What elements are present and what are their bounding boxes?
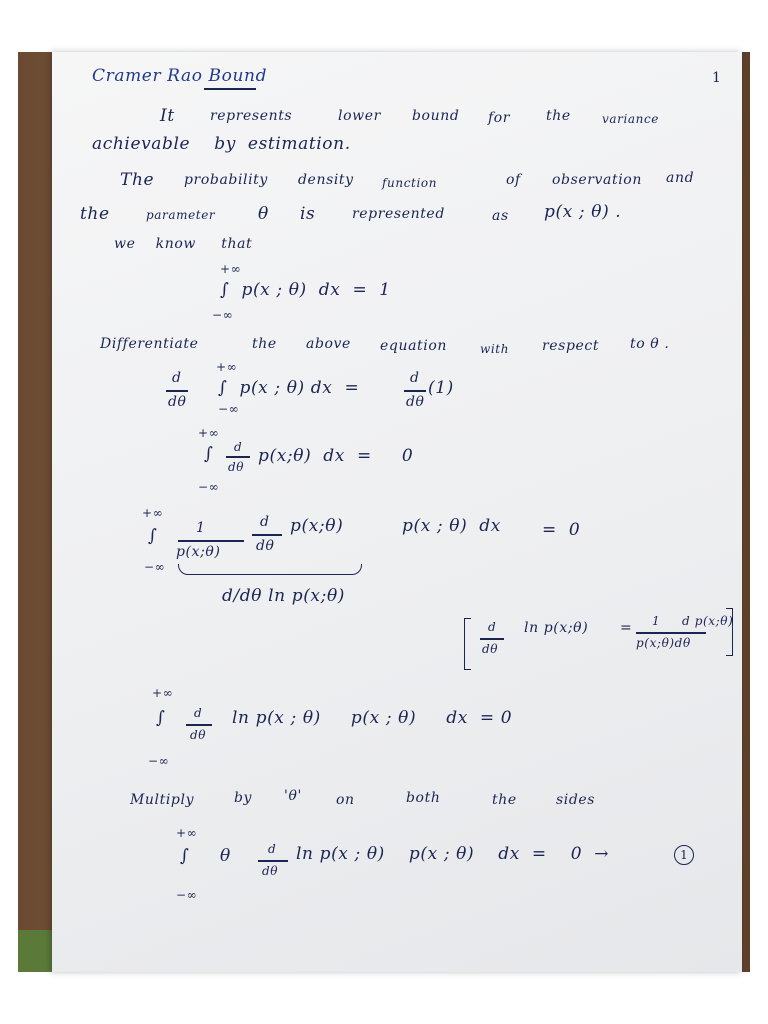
intro-line-2: achievable by estimation.	[92, 134, 351, 154]
step-word: sides	[556, 792, 596, 808]
step-word: both	[406, 790, 441, 806]
integral-lower-limit: −∞	[148, 754, 170, 768]
intro-word: density	[298, 172, 354, 188]
derivative-numerator: d	[268, 842, 277, 856]
step-word: the	[492, 792, 517, 808]
derivative-numerator: d	[234, 440, 243, 454]
notebook-page	[52, 52, 742, 972]
intro-word: The	[120, 170, 155, 190]
intro-word: is	[300, 204, 316, 224]
step-word: Multiply	[130, 792, 195, 808]
integral-upper-limit: +∞	[198, 426, 220, 440]
page-title: Cramer Rao Bound	[92, 66, 268, 86]
note-log-term: ln p(x;θ)	[524, 620, 589, 636]
intro-word: variance	[602, 112, 660, 126]
integral-sign: ∫	[180, 846, 190, 866]
integral-sign: ∫	[156, 708, 166, 728]
step-word: respect	[542, 338, 600, 354]
intro-word: It	[160, 106, 175, 126]
derivative-numerator: d	[260, 514, 270, 530]
fraction-numerator: 1	[196, 520, 206, 536]
integral-lower-limit: −∞	[198, 480, 220, 494]
intro-word: parameter	[146, 208, 216, 222]
integral-upper-limit: +∞	[216, 360, 238, 374]
intro-word: lower	[338, 108, 381, 124]
term-density-dx: p(x ; θ) dx	[402, 516, 501, 536]
intro-word: represented	[352, 206, 445, 222]
intro-word: for	[488, 110, 511, 126]
step-word: to θ .	[630, 336, 670, 352]
integral-sign: ∫	[204, 444, 214, 464]
derivative-denominator: dθ	[482, 642, 499, 656]
intro-word: of	[506, 172, 521, 188]
step-word: Differentiate	[100, 336, 199, 352]
equation-score-zero: ln p(x ; θ) p(x ; θ) dx = 0	[232, 708, 513, 728]
intro-word: the	[80, 204, 110, 224]
step-word: equation	[380, 338, 447, 354]
fraction-bar	[480, 638, 504, 640]
integral-lower-limit: −∞	[144, 560, 166, 574]
fraction-bar	[178, 540, 244, 542]
equation-one: ln p(x ; θ) p(x ; θ) dx = 0 →	[296, 844, 610, 864]
intro-word: probability	[184, 172, 268, 188]
fraction-bar	[166, 390, 188, 392]
underbrace-label: d/dθ ln p(x;θ)	[222, 586, 346, 606]
derivative-denominator: dθ	[168, 394, 187, 410]
equation-number-circle: 1	[674, 845, 694, 865]
derivative-denominator: dθ	[256, 538, 275, 554]
step-word: on	[336, 792, 355, 808]
intro-word: θ	[258, 204, 269, 224]
term-density: p(x;θ)	[290, 516, 344, 536]
fraction-denominator: p(x;θ)	[176, 544, 221, 560]
integral-sign: ∫	[148, 526, 158, 546]
step-word: above	[306, 336, 351, 352]
derivative-numerator: d	[194, 706, 203, 720]
integral-upper-limit: +∞	[220, 262, 242, 276]
derivative-numerator: d	[488, 620, 497, 634]
theta-factor: θ	[220, 846, 231, 866]
integral-upper-limit: +∞	[176, 826, 198, 840]
fraction-bar	[404, 390, 426, 392]
derivative-numerator: d	[172, 370, 182, 386]
fraction-numerator: 1	[652, 614, 661, 628]
derivative-denominator: dθ	[262, 864, 279, 878]
note-equals: =	[620, 620, 633, 636]
intro-word: represents	[210, 108, 293, 124]
fraction-bar	[226, 456, 250, 458]
integral-lower-limit: −∞	[218, 402, 240, 416]
integral-lower-limit: −∞	[176, 888, 198, 902]
intro-word: bound	[412, 108, 460, 124]
note-bracket-right	[726, 608, 733, 656]
intro-word: p(x ; θ) .	[544, 202, 622, 222]
integral-lower-limit: −∞	[212, 308, 234, 322]
derivative-numerator: d	[410, 370, 420, 386]
equation-derivative: ∫ p(x ; θ) dx =	[218, 378, 360, 398]
step-word: with	[480, 342, 510, 356]
intro-line-5: we know that	[114, 236, 253, 252]
note-bracket-left	[464, 618, 471, 670]
integral-upper-limit: +∞	[152, 686, 174, 700]
intro-word: as	[492, 208, 509, 224]
integral-upper-limit: +∞	[142, 506, 164, 520]
intro-word: function	[382, 176, 438, 190]
title-underline	[204, 88, 256, 90]
page-number: 1	[712, 70, 722, 86]
fraction-denominator: p(x;θ)dθ	[636, 636, 691, 650]
note-rhs-derivative: d p(x;θ)	[682, 614, 734, 628]
fraction-bar	[186, 724, 212, 726]
intro-word: observation	[552, 172, 642, 188]
equation-zero: p(x;θ) dx = 0	[258, 446, 414, 466]
step-word: 'θ'	[284, 788, 302, 804]
intro-word: the	[546, 108, 571, 124]
fraction-bar	[252, 534, 282, 536]
derivative-denominator: dθ	[228, 460, 245, 474]
derivative-denominator: dθ	[406, 394, 425, 410]
step-word: the	[252, 336, 277, 352]
derivative-denominator: dθ	[190, 728, 207, 742]
equation-rhs: = 0	[542, 520, 581, 540]
underbrace	[178, 564, 362, 575]
rhs-argument: (1)	[428, 378, 454, 398]
intro-word: and	[666, 170, 695, 186]
equation-normalization: ∫ p(x ; θ) dx = 1	[220, 280, 391, 300]
fraction-bar	[636, 632, 706, 634]
fraction-bar	[258, 860, 288, 862]
step-word: by	[234, 790, 253, 806]
